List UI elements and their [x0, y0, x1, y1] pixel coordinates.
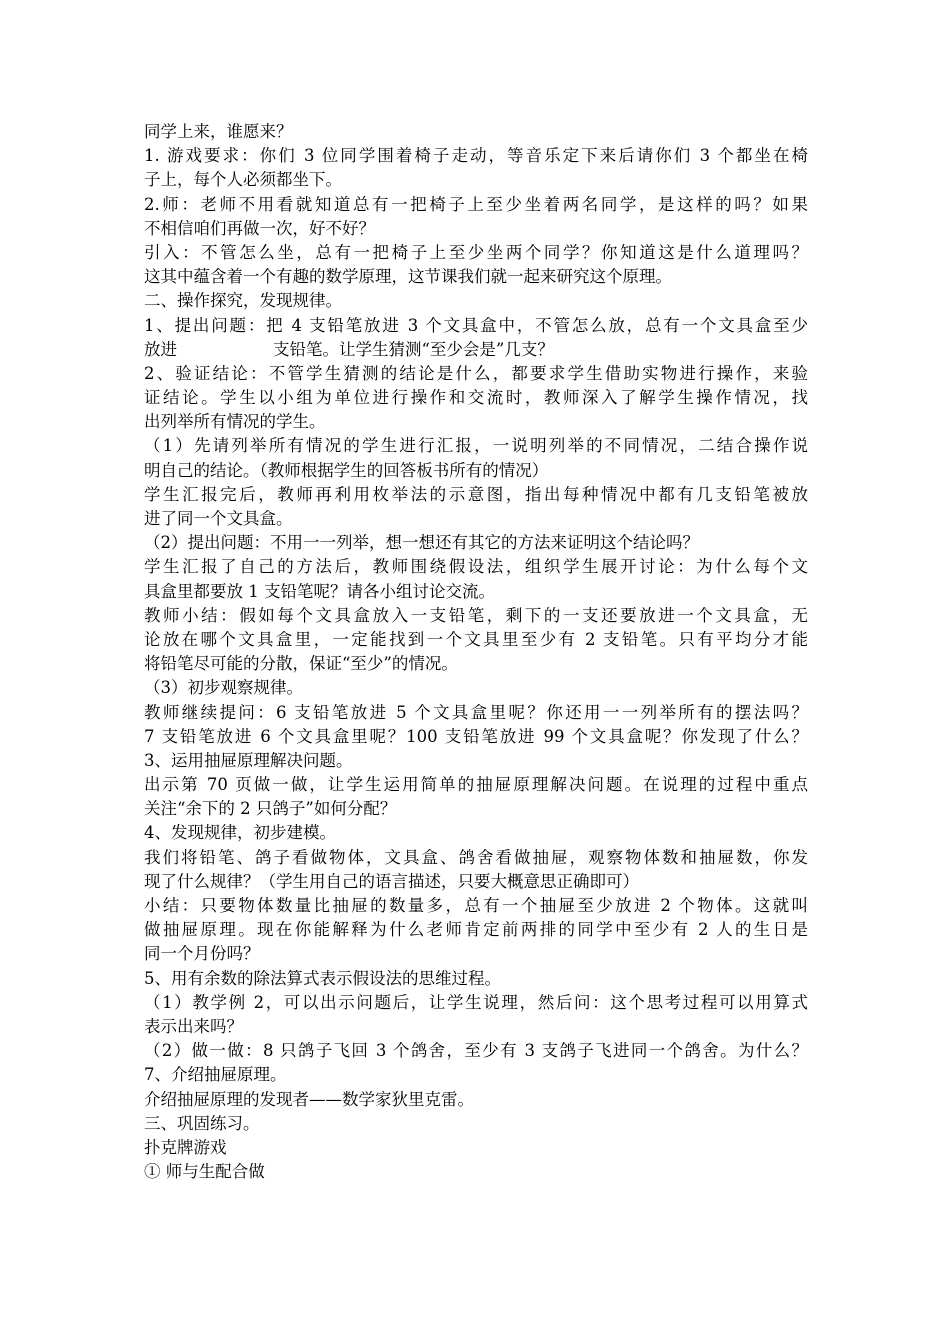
paragraph-line: 7、介绍抽屉原理。 [144, 1065, 287, 1085]
line-text-after-blank: 支铅笔。让学生猜测“至少会是”几支？ [273, 339, 554, 359]
paragraph-line: 3、运用抽屉原理解决问题。 [144, 750, 353, 770]
paragraph-line: 教师继续提问：6 支铅笔放进 5 个文具盒里呢？你还用一一列举所有的摆法吗？ [144, 702, 808, 722]
paragraph-line: （1）先请列举所有情况的学生进行汇报，一说明列举的不同情况，二结合操作说 [144, 436, 808, 456]
paragraph-line: 同一个月份吗？ [144, 944, 260, 964]
paragraph-line: 进了同一个文具盒。 [144, 509, 293, 528]
paragraph-line: 同学上来，谁愿来？ [144, 122, 293, 141]
paragraph-line: 小结：只要物体数量比抽屉的数量多，总有一个抽屉至少放进 2 个物体。这就叫 [144, 896, 808, 915]
paragraph-line: 我们将铅笔、鸽子看做物体，文具盒、鸽舍看做抽屉，观察物体数和抽屉数，你发 [144, 847, 808, 867]
paragraph-line: （2）做一做：8 只鸽子飞回 3 个鸽舍，至少有 3 支鸽子飞进同一个鸽舍。为什么？ [144, 1041, 808, 1061]
document-page [144, 120, 808, 1184]
paragraph-line: 教师小结：假如每个文具盒放入一支铅笔，剩下的一支还要放进一个文具盒，无 [144, 605, 808, 625]
paragraph-line: 出列举所有情况的学生。 [144, 412, 326, 432]
paragraph-line: 关注“余下的 2 只鸽子”如何分配？ [144, 799, 397, 819]
paragraph-line: 三、巩固练习。 [144, 1113, 260, 1133]
paragraph-line: 介绍抽屉原理的发现者——数学家狄里克雷。 [144, 1089, 474, 1109]
paragraph-line: 二、操作探究，发现规律。 [144, 291, 342, 311]
paragraph-line: 1、提出问题：把 4 支铅笔放进 3 个文具盒中，不管怎么放，总有一个文具盒至少 [144, 315, 808, 335]
paragraph-line: 这其中蕴含着一个有趣的数学原理，这节课我们就一起来研究这个原理。 [144, 267, 672, 287]
paragraph-line: 4、发现规律，初步建模。 [144, 823, 336, 843]
paragraph-line: （2）提出问题：不用一一列举，想一想还有其它的方法来证明这个结论吗？ [144, 533, 699, 553]
paragraph-line: 2、验证结论：不管学生猜测的结论是什么，都要求学生借助实物进行操作，来验 [144, 363, 808, 383]
paragraph-line: 7 支铅笔放进 6 个文具盒里呢？100 支铅笔放进 99 个文具盒呢？你发现了什么？ [144, 726, 808, 746]
paragraph-line: 论放在哪个文具盒里，一定能找到一个文具里至少有 2 支铅笔。只有平均分才能 [144, 629, 808, 649]
paragraph-line: 2.师：老师不用看就知道总有一把椅子上至少坐着两名同学，是这样的吗？如果 [144, 194, 808, 214]
paragraph-line: 学生汇报完后，教师再利用枚举法的示意图，指出每种情况中都有几支铅笔被放 [144, 484, 808, 504]
paragraph-line: 子上，每个人必须都坐下。 [144, 170, 342, 190]
paragraph-line: （3）初步观察规律。 [144, 678, 303, 698]
paragraph-line: 1. 游戏要求：你们 3 位同学围着椅子走动，等音乐定下来后请你们 3 个都坐在椅 [144, 146, 808, 166]
line-text-before-blank: 放进 [144, 339, 177, 359]
paragraph-line: 现了什么规律？（学生用自己的语言描述，只要大概意思正确即可） [144, 871, 639, 891]
paragraph-line: 证结论。学生以小组为单位进行操作和交流时，教师深入了解学生操作情况，找 [144, 388, 808, 408]
paragraph-line: 5、用有余数的除法算式表示假设法的思维过程。 [144, 968, 501, 988]
paragraph-line: 引入：不管怎么坐，总有一把椅子上至少坐两个同学？你知道这是什么道理吗？ [144, 242, 808, 262]
paragraph-line: 做抽屉原理。现在你能解释为什么老师肯定前两排的同学中至少有 2 人的生日是 [144, 920, 808, 940]
paragraph-line [144, 338, 808, 362]
paragraph-line: 明自己的结论。（教师根据学生的回答板书所有的情况） [144, 460, 549, 480]
paragraph-line: 具盒里都要放 1 支铅笔呢？请各小组讨论交流。 [144, 581, 495, 601]
paragraph-line: 学生汇报了自己的方法后，教师围绕假设法，组织学生展开讨论：为什么每个文 [144, 557, 808, 577]
paragraph-line: （1）教学例 2，可以出示问题后，让学生说理，然后问：这个思考过程可以用算式 [144, 992, 808, 1012]
paragraph-line: 将铅笔尽可能的分散，保证“至少”的情况。 [144, 654, 458, 674]
paragraph-line: 表示出来吗？ [144, 1016, 243, 1036]
paragraph-line: 扑克牌游戏 [144, 1137, 227, 1157]
paragraph-line: ① 师与生配合做 [144, 1162, 265, 1182]
paragraph-line: 不相信咱们再做一次，好不好？ [144, 218, 375, 238]
paragraph-line: 出示第 70 页做一做，让学生运用简单的抽屉原理解决问题。在说理的过程中重点 [144, 775, 808, 795]
